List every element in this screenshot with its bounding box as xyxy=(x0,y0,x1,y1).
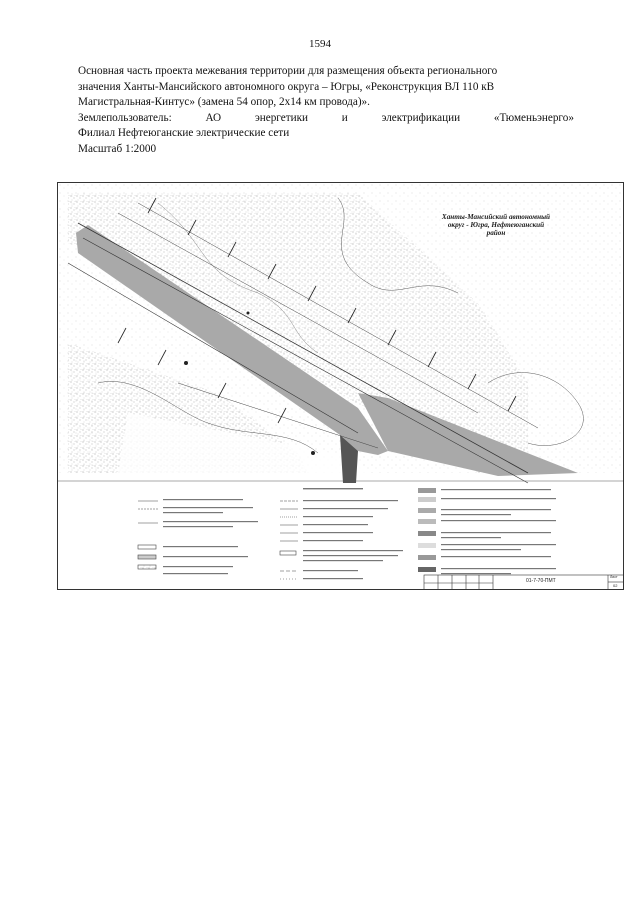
drawing-code: 01-7-70-ПМТ xyxy=(526,578,556,584)
land-user-label: Землепользователь: xyxy=(78,111,172,124)
header-line-1: Основная часть проекта межевания территории для размещения объекта регионального xyxy=(78,65,498,77)
map-drawing xyxy=(58,183,624,590)
land-user-word: АО xyxy=(205,111,222,124)
cadastral-map xyxy=(57,182,624,590)
land-user-word: и xyxy=(341,111,348,124)
region-label xyxy=(436,213,556,237)
legend-column-3 xyxy=(418,488,436,572)
land-user-word: электрификации xyxy=(381,111,461,124)
document-header xyxy=(78,64,574,157)
region-label-line: район xyxy=(486,229,506,237)
header-line-2: значения Ханты-Мансийского автономного округа – Югры, «Реконструкция ВЛ 110 кВ xyxy=(78,80,495,93)
legend-column-2 xyxy=(280,501,298,579)
branch-name: Филиал Нефтеюганские электрические сети xyxy=(78,127,290,139)
legend-column-1-text xyxy=(163,499,258,574)
legend-column-1 xyxy=(138,501,158,569)
map-scale: Масштаб 1:2000 xyxy=(78,142,157,155)
land-user-word: «Тюменьэнерго» xyxy=(493,111,574,124)
land-user-word: энергетики xyxy=(254,111,308,124)
header-line-3: Магистральная-Кинтус» (замена 54 опор, 2х14 км провода)». xyxy=(78,96,370,108)
legend-column-3-text xyxy=(441,489,556,574)
page-number: 1594 xyxy=(309,38,331,50)
sheet-label: Лист xyxy=(610,575,618,579)
region-label-line: округ - Югра, Нефтеюганский xyxy=(447,221,545,229)
legend-column-2-text xyxy=(303,488,403,579)
land-user-line xyxy=(78,111,574,127)
title-block xyxy=(424,575,624,590)
region-label-line: Ханты-Мансийский автономный xyxy=(441,213,551,221)
sheet-number: 02 xyxy=(613,583,618,588)
